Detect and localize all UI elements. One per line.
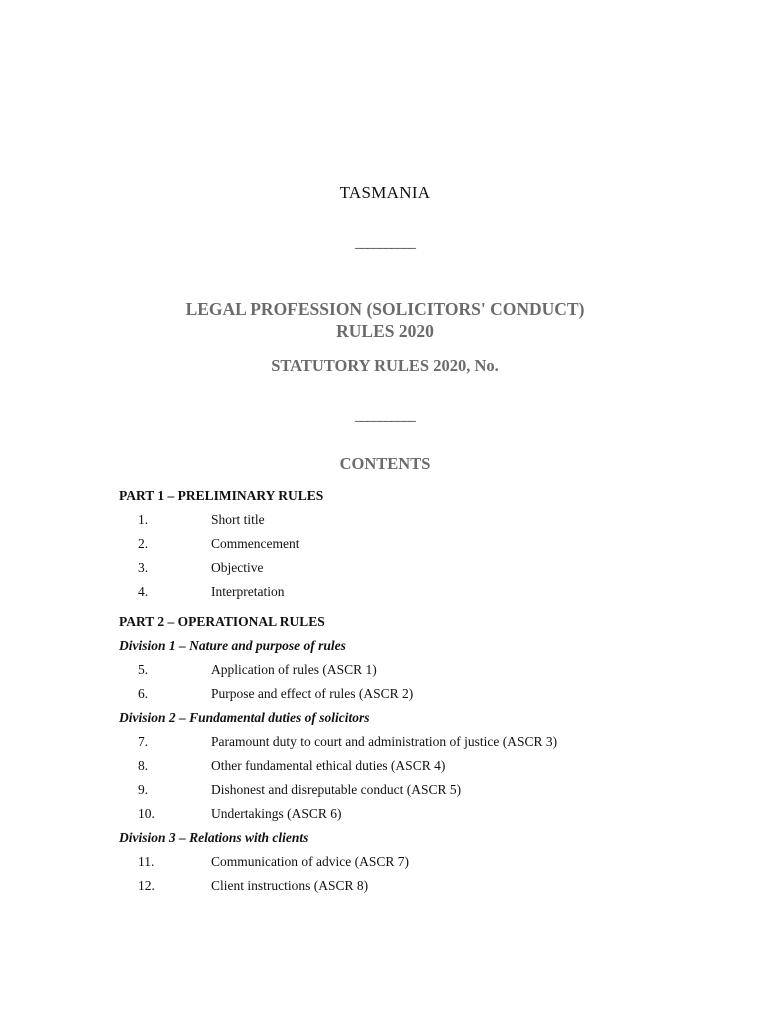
toc-entry[interactable] [119,852,679,876]
toc-entry[interactable] [119,684,679,708]
toc-entry[interactable] [119,582,679,606]
toc-entry-title: Commencement [211,536,300,551]
document-title [0,298,770,342]
toc-entry[interactable] [119,732,679,756]
toc-entry-title: Application of rules (ASCR 1) [211,662,377,677]
document-title-line-1: LEGAL PROFESSION (SOLICITORS' CONDUCT) [185,299,585,319]
document-title-line-2: RULES 2020 [336,321,434,341]
toc-entry-number: 11. [138,854,155,869]
divider-rule-top: __________ [355,236,415,251]
toc-entry-title: Interpretation [211,584,285,599]
toc-entry[interactable] [119,660,679,684]
toc-part-1-heading[interactable]: PART 1 – PRELIMINARY RULES [119,488,324,503]
table-of-contents [119,486,679,900]
statutory-rules-number: STATUTORY RULES 2020, No. [271,356,499,375]
contents-heading: CONTENTS [339,454,431,473]
toc-entry-title: Objective [211,560,264,575]
toc-entry-title: Short title [211,512,265,527]
toc-entry-title: Communication of advice (ASCR 7) [211,854,409,869]
toc-entry[interactable] [119,510,679,534]
divider-rule-bottom: __________ [355,409,415,424]
toc-entry-number: 10. [138,806,155,821]
toc-entry-number: 8. [138,758,149,773]
toc-entry-number: 12. [138,878,155,893]
toc-entry[interactable] [119,876,679,900]
toc-entry-title: Undertakings (ASCR 6) [211,806,342,821]
toc-entry-title: Dishonest and disreputable conduct (ASCR 5) [211,782,462,797]
toc-entry-number: 2. [138,536,149,551]
toc-entry[interactable] [119,804,679,828]
toc-entry[interactable] [119,558,679,582]
toc-division-2-heading[interactable]: Division 2 – Fundamental duties of solicitors [119,710,370,725]
toc-entry[interactable] [119,780,679,804]
toc-entry-number: 5. [138,662,149,677]
toc-entry-number: 3. [138,560,149,575]
toc-division-3-heading[interactable]: Division 3 – Relations with clients [119,830,309,845]
toc-part-2-heading[interactable]: PART 2 – OPERATIONAL RULES [119,614,325,629]
toc-entry-title: Other fundamental ethical duties (ASCR 4) [211,758,446,773]
toc-entry-number: 7. [138,734,149,749]
toc-entry[interactable] [119,534,679,558]
toc-entry-title: Client instructions (ASCR 8) [211,878,369,893]
toc-division-1-heading[interactable]: Division 1 – Nature and purpose of rules [119,638,346,653]
toc-entry-number: 4. [138,584,149,599]
toc-entry-number: 1. [138,512,149,527]
toc-entry-title: Purpose and effect of rules (ASCR 2) [211,686,414,701]
toc-entry-number: 6. [138,686,149,701]
jurisdiction-heading: TASMANIA [339,183,431,202]
toc-entry-number: 9. [138,782,149,797]
toc-entry[interactable] [119,756,679,780]
toc-entry-title: Paramount duty to court and administration of justice (ASCR 3) [211,734,558,749]
